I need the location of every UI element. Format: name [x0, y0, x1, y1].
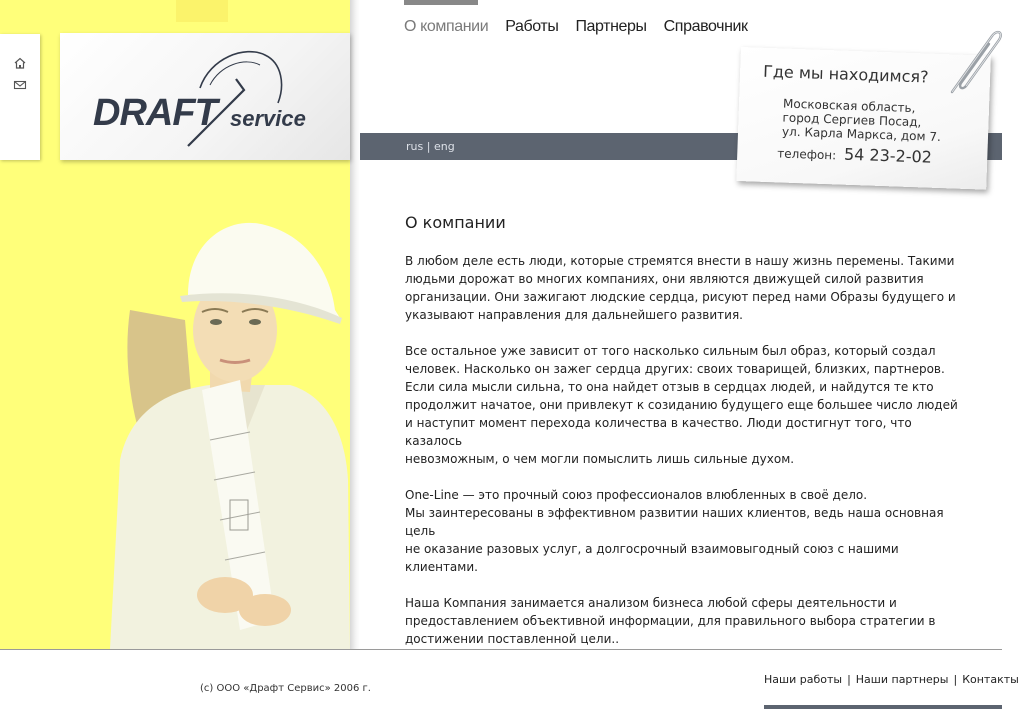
logo-sub-text: service — [230, 106, 306, 131]
footer-separator: | — [847, 673, 851, 686]
main-content — [405, 213, 965, 666]
contact-address — [782, 97, 942, 145]
footer-link-works[interactable]: Наши работы — [764, 673, 843, 686]
content-paragraph: Все остальное уже зависит от того насколько сильным был образ, который создал человек. Насколько он зажег сердца других: своих товарищей, близких, партнеров. Если сила мысли сильна, то она найдет отзыв в сердцах людей, и найдутся те кто продолжит начатое, они привлекут к созиданию будущего еще большее число людей и наступит момент перехода количества в качество. Люди достигнут того, что казалось невозможным, о чем могли помыслить лишь сильные духом. — [405, 344, 958, 466]
footer-link-contacts[interactable]: Контакты — [962, 673, 1019, 686]
draft-service-logo — [60, 33, 350, 160]
lang-rus-link[interactable]: rus — [406, 140, 424, 153]
content-paragraph: One-Line — это прочный союз профессионалов влюбленных в своё дело. Мы заинтересованы в эффективном развитии наших клиентов, ведь наша основная цель не оказание разовых услуг, а долгосрочный взаимовыгодный союз с нашими клиентами. — [405, 488, 944, 574]
nav-item-partners[interactable]: Партнеры — [575, 18, 647, 35]
footer-separator: | — [953, 673, 958, 686]
lang-separator: | — [426, 140, 431, 153]
quick-icons-box — [0, 34, 40, 160]
copyright-text: (c) ООО «Драфт Сервис» 2006 г. — [200, 683, 371, 694]
logo-brand-text: DRAFT — [93, 92, 217, 134]
content-paragraph: Наша Компания занимается анализом бизнеса любой сферы деятельности и предоставлением объективной информации, для правильного выбора стратегии в достижении поставленной цели.. — [405, 596, 936, 646]
logo-card[interactable] — [60, 33, 350, 160]
footer-links — [764, 673, 1019, 686]
footer-divider — [0, 649, 1002, 650]
address-line: город Сергиев Посад, — [782, 110, 922, 130]
left-top-accent — [176, 0, 228, 22]
contact-phone — [777, 142, 932, 166]
nav-active-indicator — [404, 0, 478, 5]
language-switcher — [406, 140, 455, 153]
content-paragraph: В любом деле есть люди, которые стремятся внести в нашу жизнь перемены. Такими людьми дорожат во многих компаниях, они являются движущей силой развития организации. Они зажигают людские сердца, рисуют перед нами Образы будущего и указывают направления для дальнейшего развития. — [405, 254, 956, 322]
paperclip-icon — [944, 22, 1002, 96]
address-line: ул. Карла Маркса, дом 7. — [781, 124, 942, 145]
mail-icon[interactable] — [13, 78, 27, 92]
phone-number: 54 23-2-02 — [843, 144, 933, 167]
nav-item-reference[interactable]: Справочник — [663, 18, 748, 35]
home-icon[interactable] — [13, 56, 27, 70]
nav-item-works[interactable]: Работы — [505, 18, 559, 35]
contact-note-title: Где мы находимся? — [762, 61, 929, 87]
main-nav — [404, 18, 765, 36]
nav-item-about[interactable]: О компании — [404, 18, 489, 35]
panel-divider — [350, 0, 360, 649]
page-title: О компании — [405, 213, 506, 232]
engineer-woman-image — [90, 200, 350, 649]
footer-link-partners[interactable]: Наши партнеры — [855, 673, 949, 686]
footer-accent-bar — [764, 705, 1002, 709]
address-line: Московская область, — [782, 96, 916, 116]
lang-eng-link[interactable]: eng — [433, 140, 455, 153]
phone-label: телефон: — [777, 146, 837, 163]
